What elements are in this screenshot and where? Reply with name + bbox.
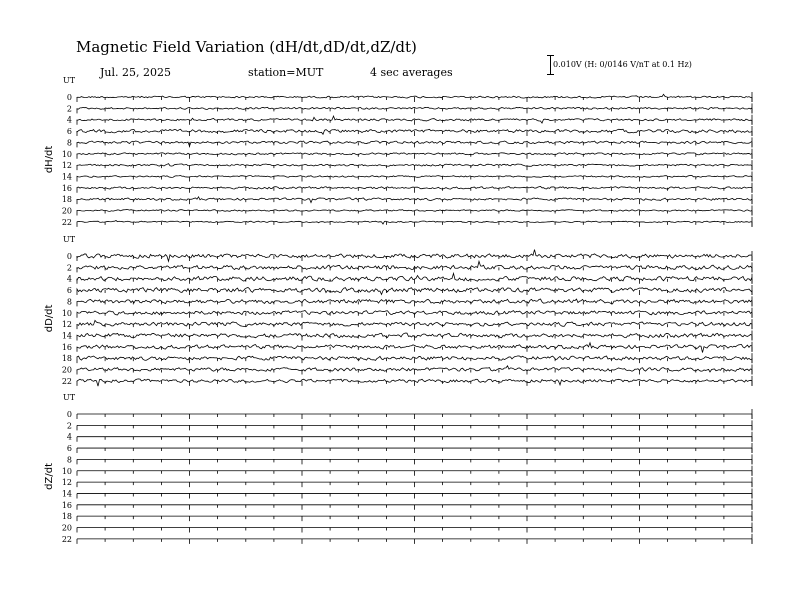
scale-label: 0.010V (H: 0/0146 V/nT at 0.1 Hz) [553,60,692,69]
hour-label: 8 [66,138,72,148]
hour-label: 2 [66,263,72,273]
panel-ylabel: dH/dt [44,145,55,174]
ut-label: UT [63,235,76,244]
hour-label: 2 [66,421,72,431]
hour-label: 0 [66,410,72,419]
hour-label: 16 [61,183,72,193]
hour-label: 6 [66,127,72,137]
ut-label: UT [63,393,76,402]
hour-label: 22 [61,534,72,544]
hour-label: 6 [66,286,72,296]
hour-label: 20 [61,523,72,533]
hour-label: 8 [66,297,72,307]
hour-label: 10 [61,466,72,476]
hour-label: 10 [61,308,72,318]
hour-label: 0 [66,93,72,102]
station-label: station=MUT [248,66,324,79]
ut-label: UT [63,76,76,85]
panel-ylabel: dZ/dt [44,463,55,490]
hour-label: 22 [61,376,72,386]
hour-label: 0 [66,252,72,261]
hour-label: 12 [61,320,72,330]
hour-label: 20 [61,365,72,375]
hour-label: 2 [66,104,72,114]
panel-ylabel: dD/dt [44,304,55,333]
hour-label: 14 [61,172,72,182]
hour-label: 16 [61,500,72,510]
hour-label: 16 [61,342,72,352]
hour-label: 4 [66,274,72,284]
hour-label: 12 [61,161,72,171]
hour-label: 10 [61,149,72,159]
hour-label: 14 [61,331,72,341]
hour-label: 18 [61,195,72,205]
hour-label: 4 [66,115,72,125]
hour-label: 12 [61,478,72,488]
hour-label: 18 [61,512,72,522]
hour-label: 20 [61,206,72,216]
chart-title: Magnetic Field Variation (dH/dt,dD/dt,dZ/dt) [76,38,417,56]
date-label: Jul. 25, 2025 [100,66,171,79]
hour-label: 14 [61,489,72,499]
hour-label: 8 [66,455,72,465]
hour-label: 18 [61,354,72,364]
averaging-label: 4 sec averages [370,66,453,79]
hour-label: 4 [66,432,72,442]
hour-label: 6 [66,444,72,454]
hour-label: 22 [61,217,72,227]
